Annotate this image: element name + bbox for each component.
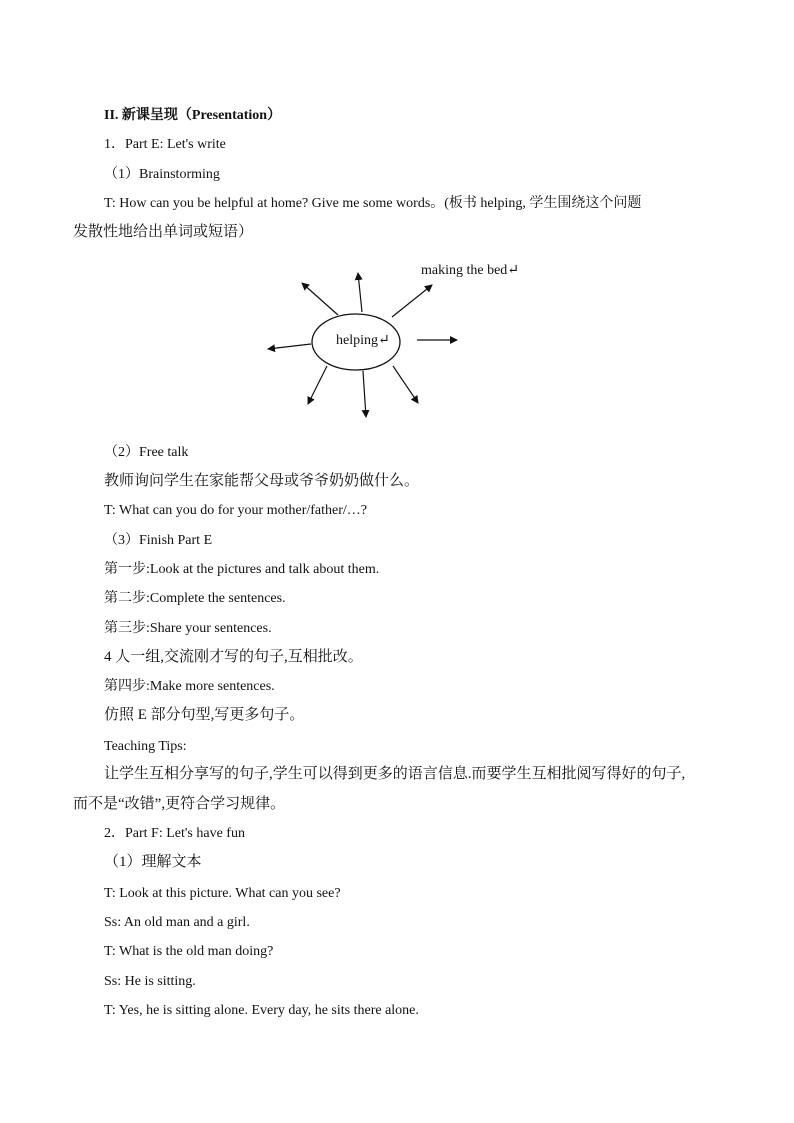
step-understand-text: （1）理解文本 <box>104 854 202 870</box>
sub-step-3-desc: 4 人一组,交流刚才写的句子,互相批改。 <box>104 649 363 665</box>
dialogue-line-1: T: Look at this picture. What can you see? <box>104 886 341 901</box>
brainstorm-diagram <box>0 0 794 440</box>
teacher-question-1: T: How can you be helpful at home? Give me some words。(板书 helping, 学生围绕这个问题 <box>104 196 642 211</box>
diagram-center-label: helping↵ <box>336 333 390 348</box>
sub-step-4: 第四步:Make more sentences. <box>104 679 275 694</box>
teaching-tips-text-cont: 而不是“改错”,更符合学习规律。 <box>73 796 286 812</box>
free-talk-desc: 教师询问学生在家能帮父母或爷爷奶奶做什么。 <box>104 473 420 489</box>
arrow-down-right <box>393 366 418 403</box>
sub-step-3: 第三步:Share your sentences. <box>104 621 272 636</box>
sub-step-2: 第二步:Complete the sentences. <box>104 591 286 606</box>
dialogue-line-4: Ss: He is sitting. <box>104 974 196 989</box>
dialogue-line-5: T: Yes, he is sitting alone. Every day, he sits there alone. <box>104 1003 419 1018</box>
arrow-up <box>358 273 362 312</box>
diagram-example-label: making the bed↵ <box>421 263 520 278</box>
teaching-tips-label: Teaching Tips: <box>104 739 187 754</box>
step-brainstorming: （1）Brainstorming <box>104 167 220 182</box>
arrow-up-right <box>392 285 432 317</box>
arrow-down <box>363 371 366 417</box>
dialogue-line-2: Ss: An old man and a girl. <box>104 915 250 930</box>
arrow-up-left <box>302 283 338 315</box>
sub-step-4-desc: 仿照 E 部分句型,写更多句子。 <box>104 707 305 723</box>
teacher-question-2: T: What can you do for your mother/father/…? <box>104 503 368 518</box>
sub-step-1: 第一步:Look at the pictures and talk about them. <box>104 562 380 577</box>
part-e-heading: 1．Part E: Let's write <box>104 137 226 152</box>
teaching-tips-text: 让学生互相分享写的句子,学生可以得到更多的语言信息.而要学生互相批阅写得好的句子, <box>104 766 686 782</box>
section-title: II. 新课呈现（Presentation） <box>104 108 282 123</box>
arrow-down-left <box>308 366 327 404</box>
dialogue-line-3: T: What is the old man doing? <box>104 944 274 959</box>
part-f-heading: 2．Part F: Let's have fun <box>104 826 245 841</box>
step-free-talk: （2）Free talk <box>104 445 189 460</box>
step-finish-part-e: （3）Finish Part E <box>104 533 213 548</box>
arrow-left <box>268 344 311 349</box>
teacher-question-1-cont: 发散性地给出单词或短语） <box>73 224 254 240</box>
